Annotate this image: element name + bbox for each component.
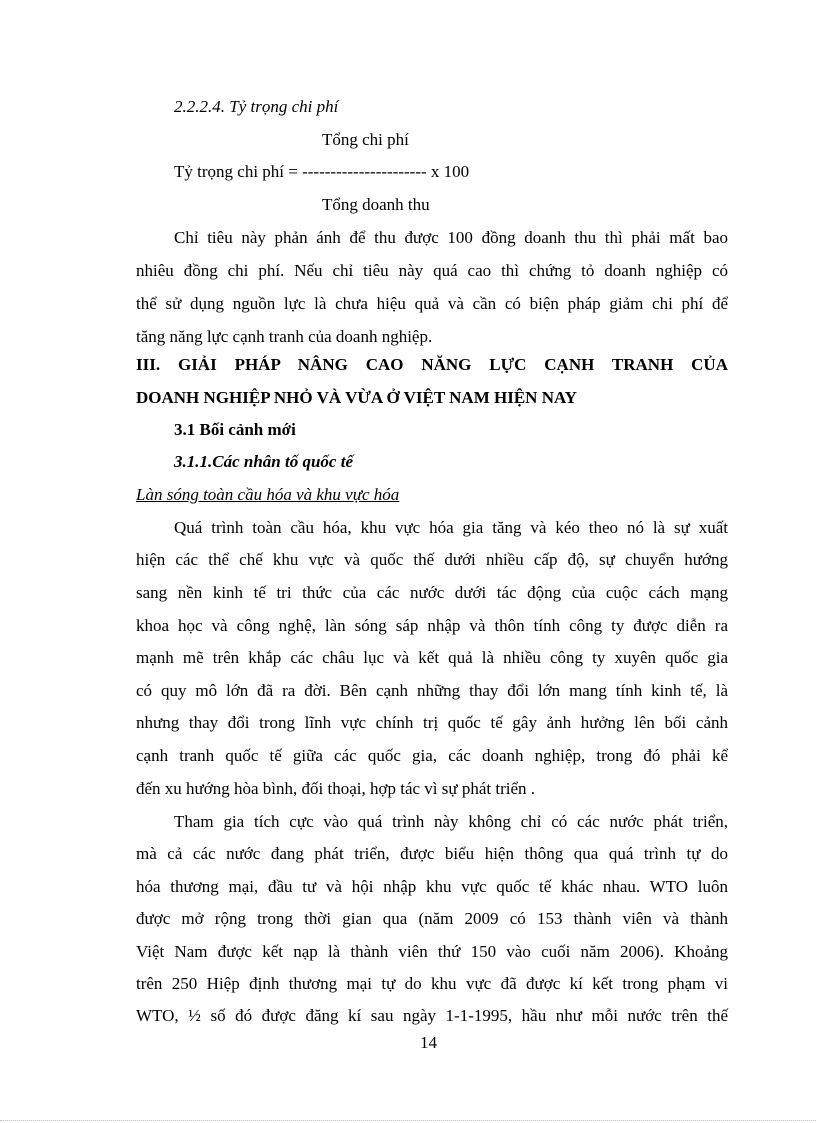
- paragraph-line: WTO, ½ số đó được đăng kí sau ngày 1-1-1995, hầu như mỗi nước trên thế: [136, 1006, 728, 1025]
- section-heading-iii-line2: DOANH NGHIỆP NHỎ VÀ VỪA Ở VIỆT NAM HIỆN NAY: [136, 388, 577, 407]
- paragraph-line: Việt Nam được kết nạp là thành viên thứ 150 vào cuối năm 2006). Khoảng: [136, 942, 728, 961]
- subsection-3-1-1: 3.1.1.Các nhân tố quốc tế: [174, 452, 353, 471]
- paragraph-line: hóa thương mại, đầu tư và hội nhập khu vực quốc tế khác nhau. WTO luôn: [136, 877, 728, 896]
- paragraph-line: Tham gia tích cực vào quá trình này không chỉ có các nước phát triển,: [174, 812, 728, 831]
- paragraph-line: đến xu hướng hòa bình, đối thoại, hợp tác vì sự phát triển .: [136, 779, 536, 798]
- paragraph-line: tăng năng lực cạnh tranh của doanh nghiệp.: [136, 327, 433, 346]
- paragraph-line: sang nền kinh tế tri thức của các nước dưới tác động của cuộc cách mạng: [136, 583, 728, 602]
- formula-denominator: Tổng doanh thu: [322, 195, 430, 214]
- paragraph-line: trên 250 Hiệp định thương mại tự do khu vực đã được kí kết trong phạm vi: [136, 974, 728, 993]
- paragraph-line: mạnh mẽ trên khắp các châu lục và kết quả là nhiều công ty xuyên quốc gia: [136, 648, 728, 667]
- paragraph-line: được mở rộng trong thời gian qua (năm 2009 có 153 thành viên và thành: [136, 909, 728, 928]
- paragraph-line: Quá trình toàn cầu hóa, khu vực hóa gia tăng và kéo theo nó là sự xuất: [174, 518, 728, 537]
- paragraph-line: cạnh tranh quốc tế giữa các quốc gia, các doanh nghiệp, trong đó phải kể: [136, 746, 728, 765]
- paragraph-line: thể sử dụng nguồn lực là chưa hiệu quả và cần có biện pháp giảm chi phí để: [136, 294, 728, 313]
- formula-numerator: Tổng chi phí: [322, 130, 409, 149]
- paragraph-line: nhiêu đồng chi phí. Nếu chỉ tiêu này quá cao thì chứng tỏ doanh nghiệp có: [136, 261, 728, 280]
- page-number: 14: [420, 1033, 437, 1052]
- section-heading-iii-line1: III. GIẢI PHÁP NÂNG CAO NĂNG LỰC CẠNH TRANH CỦA: [136, 355, 728, 374]
- subsection-3-1: 3.1 Bối cảnh mới: [174, 420, 296, 439]
- page-edge-divider: [0, 1120, 816, 1121]
- paragraph-line: nhưng thay đổi trong lĩnh vực chính trị quốc tế gây ảnh hưởng lên bối cảnh: [136, 713, 728, 732]
- paragraph-line: Chỉ tiêu này phản ánh để thu được 100 đồng doanh thu thì phải mất bao: [174, 228, 728, 247]
- paragraph-line: khoa học và công nghệ, làn sóng sáp nhập và thôn tính công ty được diễn ra: [136, 616, 728, 635]
- paragraph-line: hiện các thể chế khu vực và quốc thế dưới nhiều cấp độ, sự chuyển hướng: [136, 550, 728, 569]
- paragraph-line: mà cả các nước đang phát triển, được biểu hiện thông qua quá trình tự do: [136, 844, 728, 863]
- section-title-2-2-2-4: 2.2.2.4. Tỷ trọng chi phí: [174, 97, 339, 116]
- topic-heading: Làn sóng toàn cầu hóa và khu vực hóa: [136, 485, 400, 504]
- formula-line: Tỷ trọng chi phí = ---------------------- x 100: [174, 162, 470, 181]
- paragraph-line: có quy mô lớn đã ra đời. Bên cạnh những thay đổi lớn mang tính kinh tế, là: [136, 681, 728, 700]
